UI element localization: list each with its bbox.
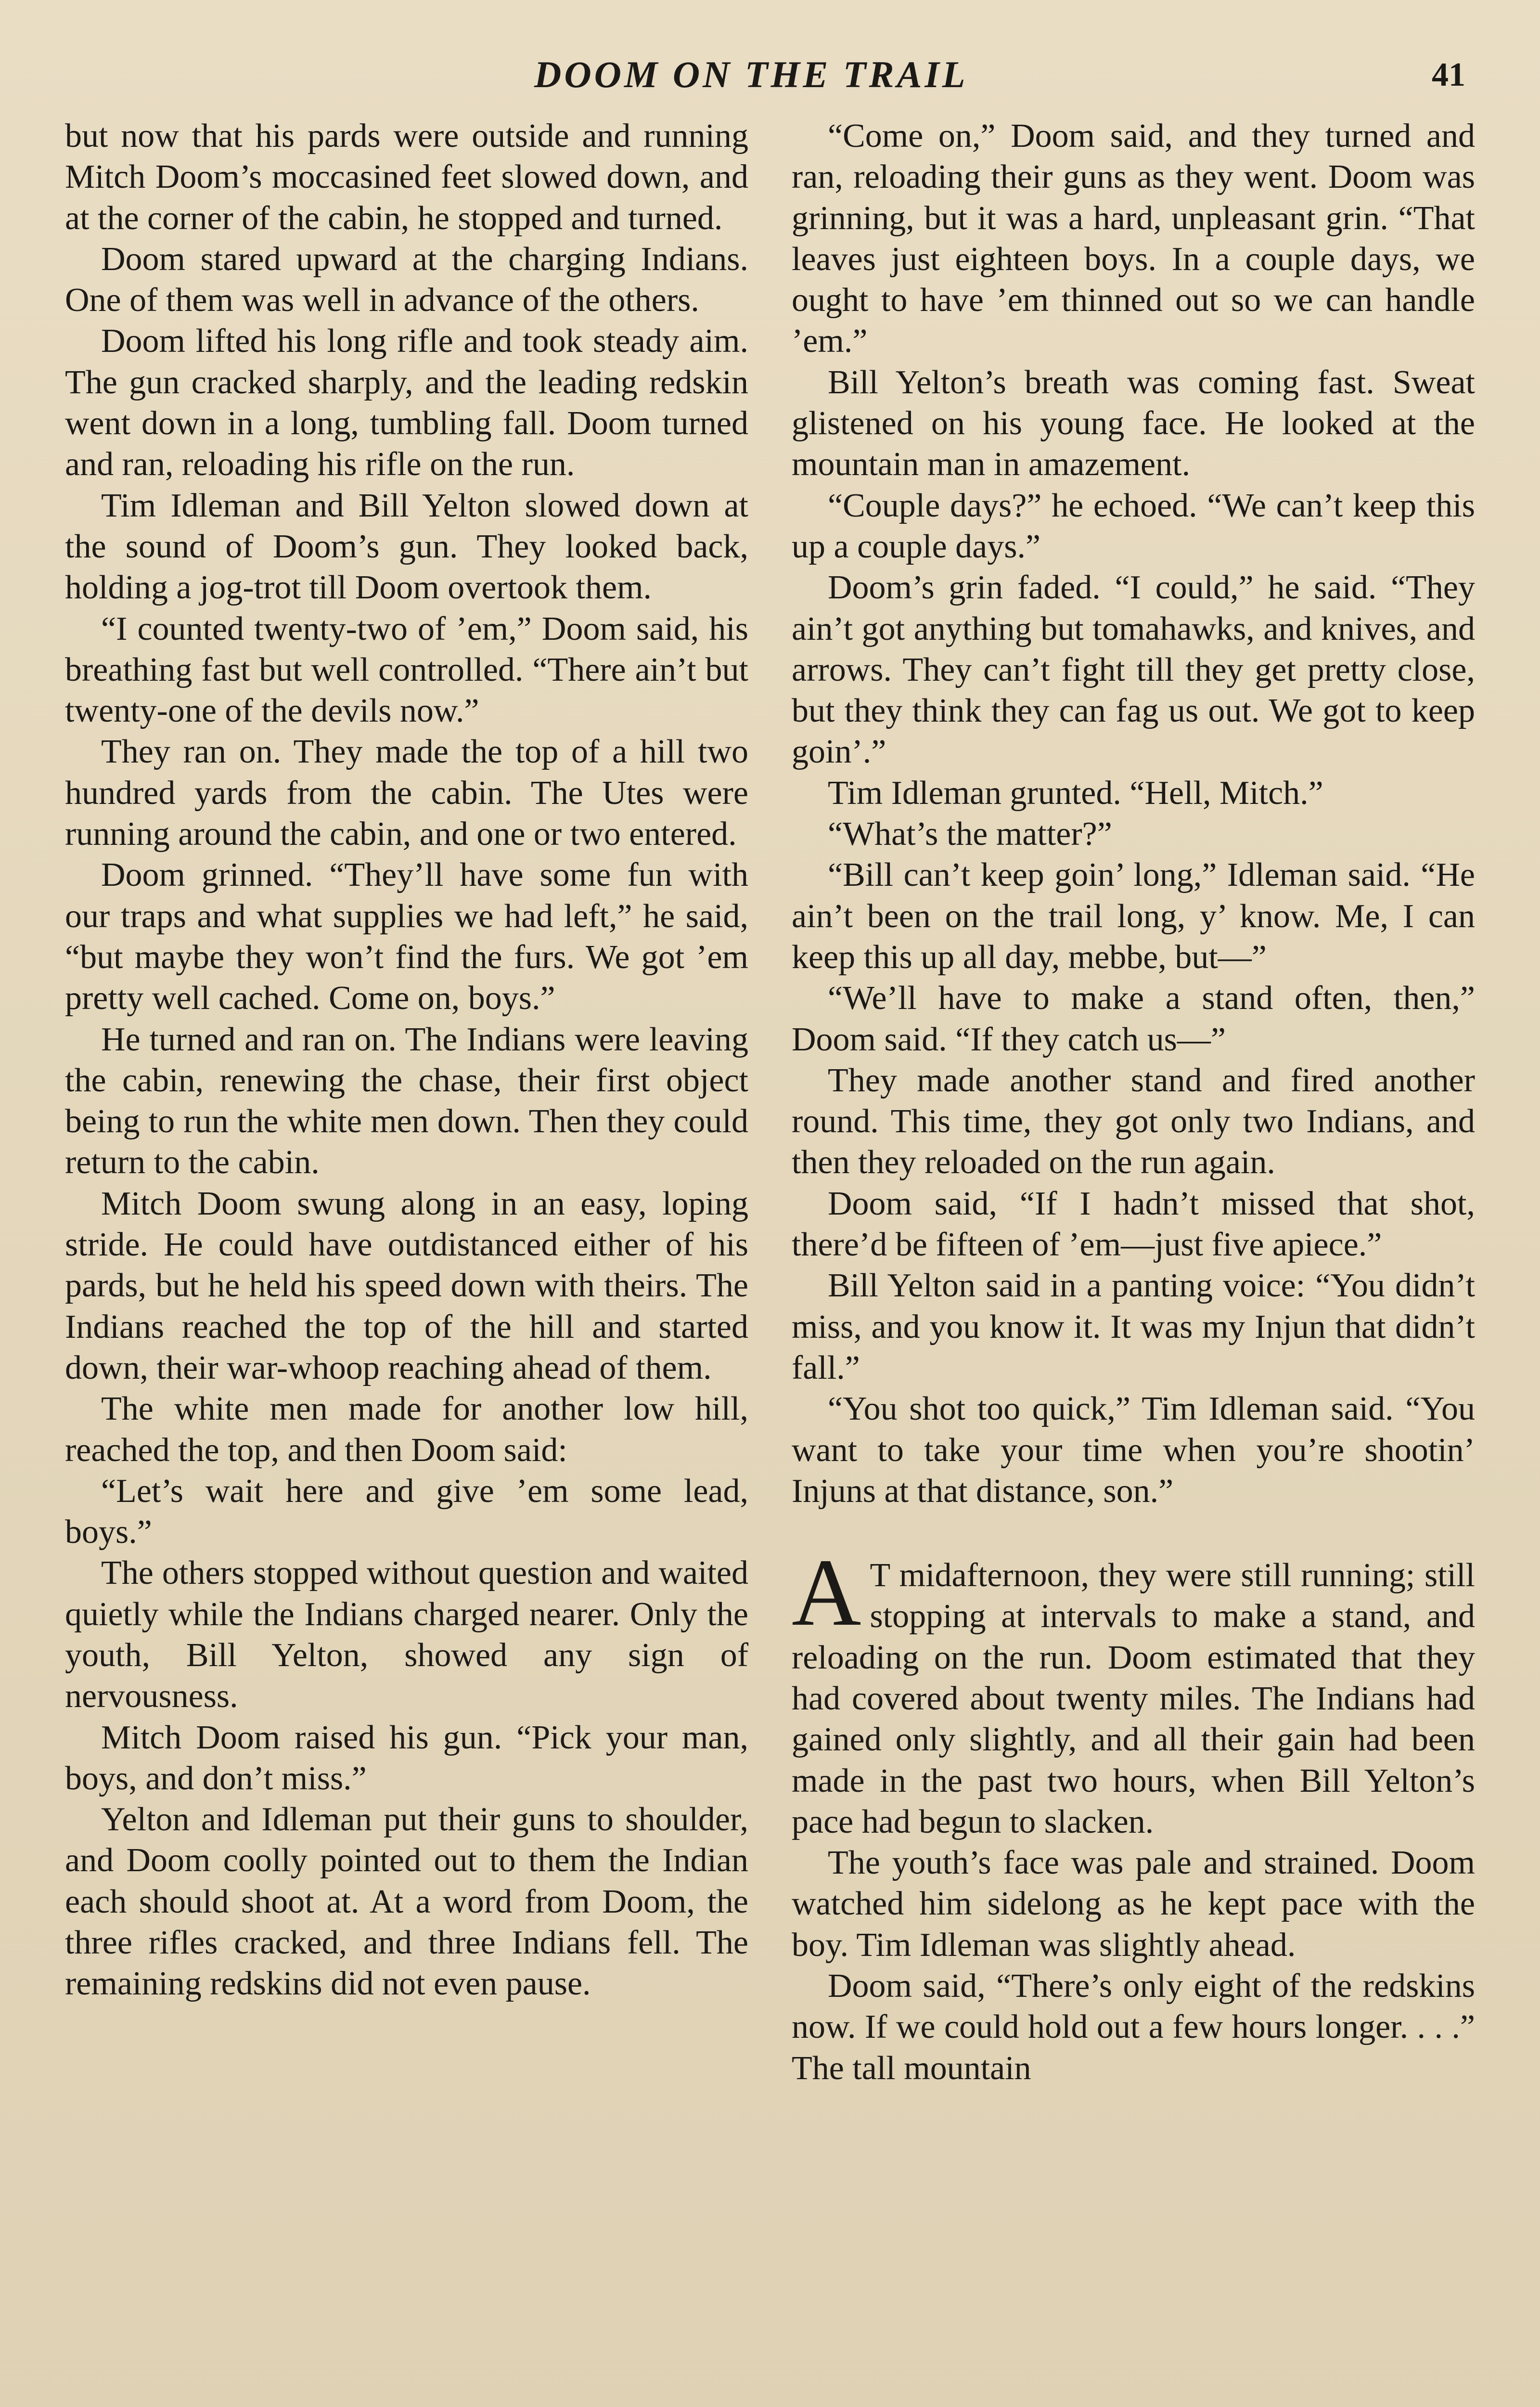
paragraph: Bill Yelton’s breath was coming fast. Sweat glistened on his young face. He looked at the mountain man in amazement. xyxy=(792,363,1475,483)
paragraph: Doom said, “There’s only eight of the redskins now. If we could hold out a few hours longer. . . .” The tall mountain xyxy=(792,1967,1475,2087)
paragraph: Tim Idleman grunted. “Hell, Mitch.” xyxy=(828,774,1323,812)
section-opening-paragraph xyxy=(792,1540,1475,1842)
paragraph: They ran on. They made the top of a hill two hundred yards from the cabin. The Utes were running around the cabin, and one or two entered. xyxy=(65,733,748,853)
page-number: 41 xyxy=(1432,56,1465,93)
paragraph: Doom’s grin faded. “I could,” he said. “They ain’t got anything but tomahawks, and knives, and arrows. They can’t fight till they get pretty close, but they think they can fag us out. We got to keep goin’.” xyxy=(792,569,1475,771)
paragraph: They made another stand and fired another round. This time, they got only two Indians, and then they reloaded on the run again. xyxy=(792,1061,1475,1181)
paragraph-text: T midafternoon, they were still running; still stopping at intervals to make a stand, and reloading on the run. Doom estimated that they had covered about twenty miles. The Indians had gained only slightly, and all their gain had been made in the past two hours, when Bill Yelton’s pace had begun to slacken. xyxy=(792,1557,1475,1840)
paragraph: The white men made for another low hill, reached the top, and then Doom said: xyxy=(65,1390,748,1469)
left-column xyxy=(65,116,748,2005)
paragraph: Doom said, “If I hadn’t missed that shot, there’d be fifteen of ’em—just five apiece.” xyxy=(792,1185,1475,1264)
paragraph: “What’s the matter?” xyxy=(828,815,1112,853)
paragraph: “We’ll have to make a stand often, then,” Doom said. “If they catch us—” xyxy=(792,980,1475,1058)
story-title: DOOM ON THE TRAIL xyxy=(534,53,968,95)
paragraph: He turned and ran on. The Indians were leaving the cabin, renewing the chase, their first object being to run the white men down. Then they could return to the cabin. xyxy=(65,1021,748,1181)
paragraph: “Come on,” Doom said, and they turned and ran, reloading their guns as they went. Doom was grinning, but it was a hard, unpleasant grin. “That leaves just eighteen boys. In a couple days, we ought to have ’em thinned out so we can handle ’em.” xyxy=(792,117,1475,360)
paragraph: Tim Idleman and Bill Yelton slowed down at the sound of Doom’s gun. They looked back, holding a jog-trot till Doom overtook them. xyxy=(65,487,748,607)
paragraph: Mitch Doom swung along in an easy, loping stride. He could have outdistanced either of his pards, but he held his speed down with theirs. The Indians reached the top of the hill and started down, their war-whoop reaching ahead of them. xyxy=(65,1185,748,1386)
paragraph: Bill Yelton said in a panting voice: “You didn’t miss, and you know it. It was my Injun that didn’t fall.” xyxy=(792,1267,1475,1386)
section-break xyxy=(792,1512,1475,1555)
paragraph: Doom grinned. “They’ll have some fun with our traps and what supplies we had left,” he said, “but maybe they won’t find the furs. We got ’em pretty well cached. Come on, boys.” xyxy=(65,856,748,1017)
paragraph: Mitch Doom raised his gun. “Pick your man, boys, and don’t miss.” xyxy=(65,1719,748,1797)
paragraph: “Bill can’t keep goin’ long,” Idleman said. “He ain’t been on the trail long, y’ know. Me, I can keep this up all day, mebbe, but—” xyxy=(792,856,1475,976)
paragraph: The others stopped without question and waited quietly while the Indians charged nearer. Only the youth, Bill Yelton, showed any sign of nervousness. xyxy=(65,1554,748,1715)
paragraph: Doom lifted his long rifle and took steady aim. The gun cracked sharply, and the leading redskin went down in a long, tumbling fall. Doom turned and ran, reloading his rifle on the run. xyxy=(65,323,748,483)
paragraph: but now that his pards were outside and running Mitch Doom’s moccasined feet slowed down, and at the corner of the cabin, he stopped and turned. xyxy=(65,117,748,237)
right-column xyxy=(792,116,1475,2089)
page-header xyxy=(0,53,1540,111)
drop-cap-letter: A xyxy=(792,1540,861,1646)
paragraph: Doom stared upward at the charging Indians. One of them was well in advance of the others. xyxy=(65,240,748,319)
paragraph: The youth’s face was pale and strained. Doom watched him sidelong as he kept pace with the boy. Tim Idleman was slightly ahead. xyxy=(792,1844,1475,1964)
paragraph: “Let’s wait here and give ’em some lead, boys.” xyxy=(65,1472,748,1551)
paragraph: “Couple days?” he echoed. “We can’t keep this up a couple days.” xyxy=(792,487,1475,565)
paragraph: “I counted twenty-two of ’em,” Doom said, his breathing fast but well controlled. “There ain’t but twenty-one of the devils now.” xyxy=(65,610,748,730)
paragraph: “You shot too quick,” Tim Idleman said. “You want to take your time when you’re shootin’ Injuns at that distance, son.” xyxy=(792,1390,1475,1510)
paragraph: Yelton and Idleman put their guns to shoulder, and Doom coolly pointed out to them the Indian each should shoot at. At a word from Doom, the three rifles cracked, and three Indians fell. The remaining redskins did not even pause. xyxy=(65,1801,748,2003)
